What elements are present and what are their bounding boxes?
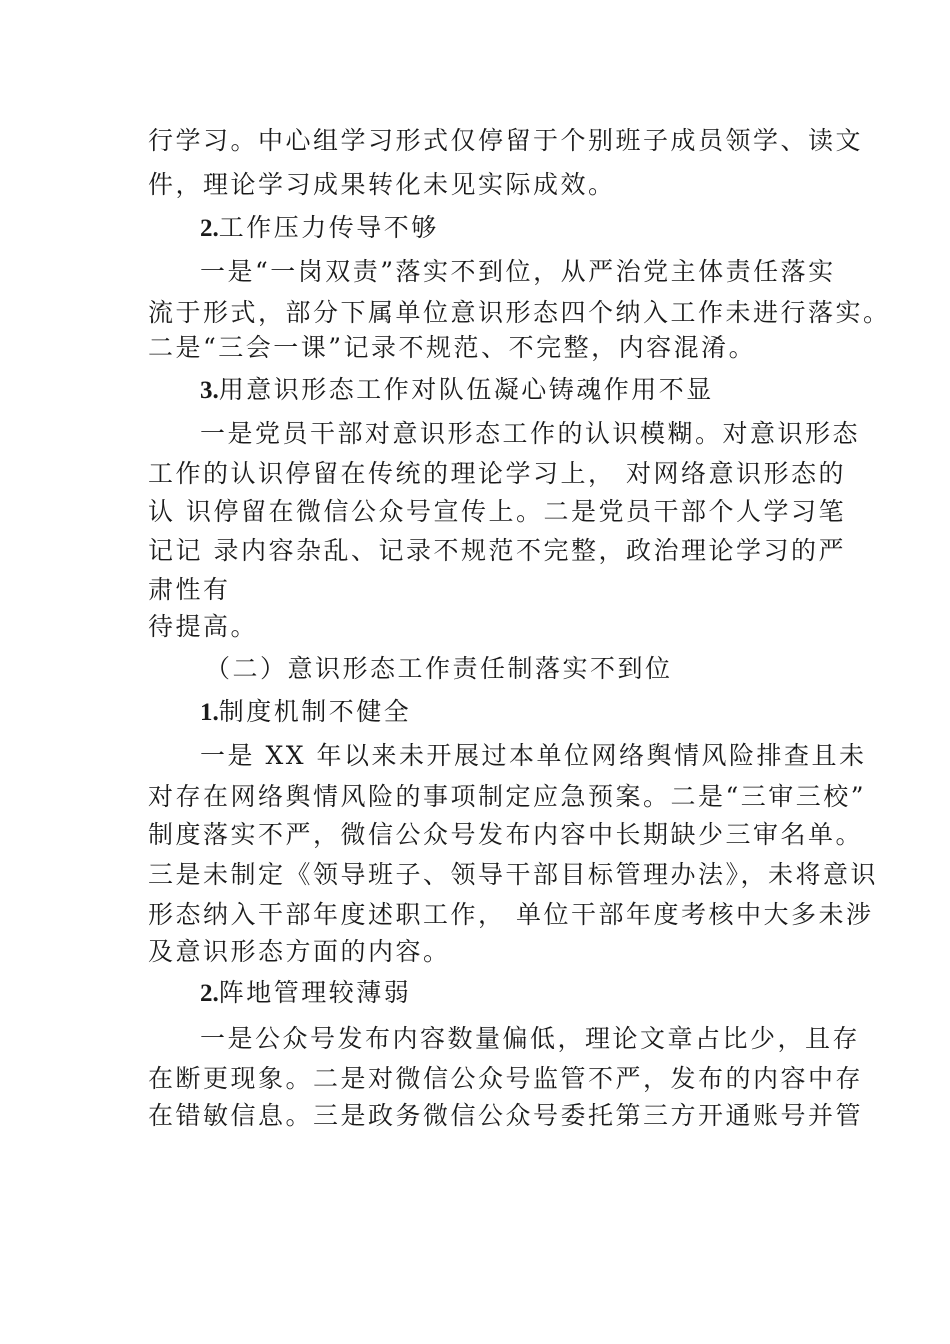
heading-number: 3. [200,377,219,404]
paragraph-line: 行学习。中心组学习形式仅停留于个别班子成员领学、读文 [148,126,864,155]
paragraph-line: 三是未制定《领导班子、领导干部目标管理办法》，未将意识 [148,860,879,889]
heading-number: 1. [200,699,219,726]
paragraph-line: 及意识形态方面的内容。 [148,937,451,966]
heading-work-pressure [200,213,439,244]
heading-system-mechanism [200,697,411,728]
heading-ideology-effect [200,375,714,406]
paragraph-line: 工作的认识停留在传统的理论学习上， 对网络意识形态的 [148,459,846,488]
paragraph-line: 记记 录内容杂乱、记录不规范不完整，政治理论学习的严 [148,536,846,565]
heading-text: 阵地管理较薄弱 [218,978,412,1007]
paragraph-line: 待提高。 [148,612,259,641]
paragraph-line: 二是“三会一课”记录不规范、不完整，内容混淆。 [148,333,757,362]
heading-text: 工作压力传导不够 [218,213,439,242]
paragraph-line: 形态纳入干部年度述职工作， 单位干部年度考核中大多未涉 [148,900,874,929]
paragraph-line: 一是党员干部对意识形态工作的认识模糊。对意识形态 [200,419,861,448]
heading-text: 用意识形态工作对队伍凝心铸魂作用不显 [218,375,714,404]
paragraph-line: 肃性有 [148,575,231,604]
section-heading-2: （二）意识形态工作责任制落实不到位 [205,654,673,683]
paragraph-line: 流于形式，部分下属单位意识形态四个纳入工作未进行落实。 [148,298,891,327]
heading-text: 制度机制不健全 [218,697,412,726]
paragraph-line: 一是 XX 年以来未开展过本单位网络舆情风险排查且未 [200,741,867,770]
paragraph-line: 认 识停留在微信公众号宣传上。二是党员干部个人学习笔 [148,497,846,526]
paragraph-line: 制度落实不严，微信公众号发布内容中长期缺少三审名单。 [148,820,864,849]
paragraph-line: 对存在网络舆情风险的事项制定应急预案。二是“三审三校” [148,782,867,811]
paragraph-line: 一是“一岗双责”落实不到位，从严治党主体责任落实 [200,257,836,286]
paragraph-line: 一是公众号发布内容数量偏低，理论文章占比少，且存 [200,1024,861,1053]
paragraph-line: 件，理论学习成果转化未见实际成效。 [148,170,616,199]
heading-position-management [200,978,411,1009]
paragraph-line: 在错敏信息。三是政务微信公众号委托第三方开通账号并管 [148,1101,864,1130]
heading-number: 2. [200,215,219,242]
paragraph-line: 在断更现象。二是对微信公众号监管不严，发布的内容中存 [148,1064,864,1093]
heading-number: 2. [200,980,219,1007]
